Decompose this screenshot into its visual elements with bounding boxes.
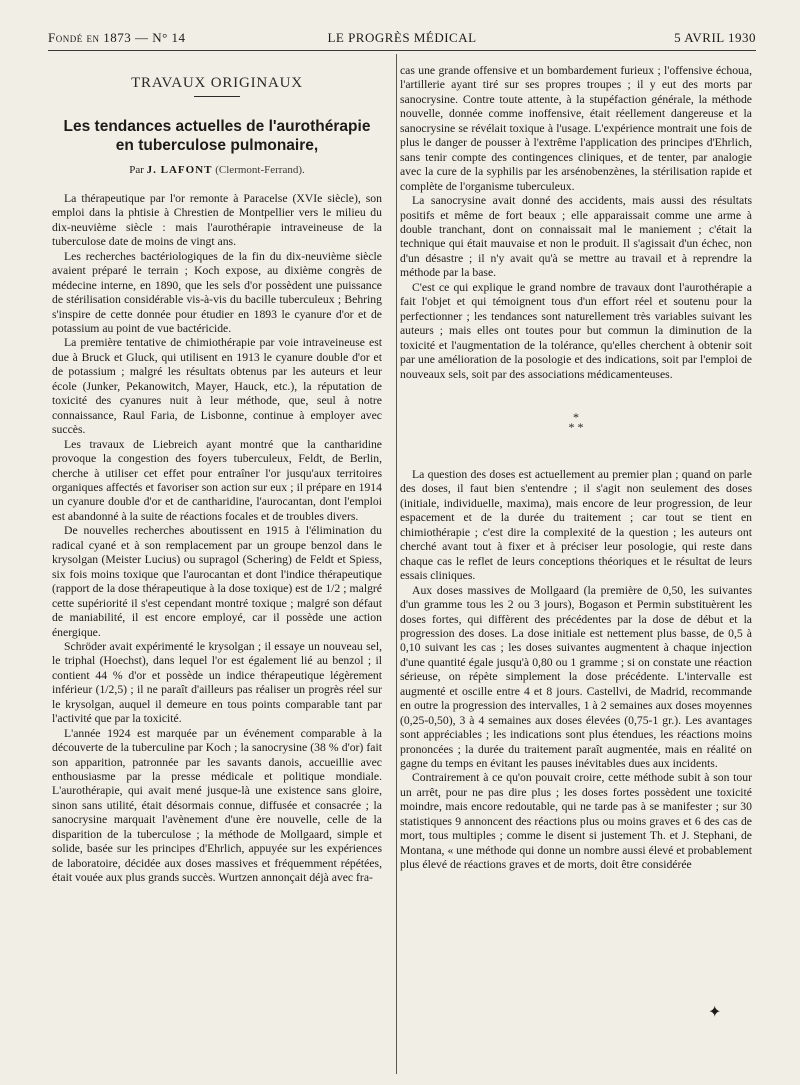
header-rule [48,50,756,51]
paragraph: La thérapeutique par l'or remonte à Paracelse (XVIe siècle), son emploi dans la phtisie à Chrestien de Montpellier vers le milieu du dix-neuvième siècle : mais l'aurothérapie intraveineuse de la tuberculose date de moins de vingt ans. [52,191,382,249]
asterism-star: * * [568,419,584,434]
asterism-star: * [573,409,579,424]
paragraph: Schröder avait expérimenté le krysolgan ; il essaye un nouveau sel, le triphal (Hoechst), dans lequel l'or est également lié au benzol ; il contient 44 % d'or et possède un indice thérapeutique légèrement inférieur (1/2,5) ; il ne paraît d'ailleurs pas réaliser un progrès réel sur le krysolgan, auquel il demeure en tous points comparable tant par l'activité que par la toxicité. [52,639,382,726]
byline [52,163,382,177]
article-title-line-1: Les tendances actuelles de l'aurothérapie [63,118,371,136]
paragraph: Les recherches bactériologiques de la fin du dix-neuvième siècle avaient préparé le terrain ; Koch expose, au dixième congrès de médecine interne, en 1890, que les sels d'or possèdent une puissance de stérilisation considérable vis-à-vis du bacille tuberculeux ; Behring s'inspire de cette donnée pour étudier en 1893 le cyanure d'or et de potassium au point de vue bactéricide. [52,249,382,335]
paragraph: La question des doses est actuellement au premier plan ; quand on parle des doses, il faut bien s'entendre ; il s'agit non seulement des doses (initiale, individuelle, maxima), mais encore de leur progression, de leur espacement et de la durée du traitement ; car tout se tient en chimiothérapie ; c'est dire la complexité de la question ; les auteurs ont cherché avant tout à fixer et à préciser leur posologie, qui reste dans chaque cas le reflet de leurs conceptions théoriques et le résultat de leurs essais cliniques. [400,467,752,583]
paragraph: La sanocrysine avait donné des accidents, mais aussi des résultats positifs et même de fort beaux ; elle apparaissait comme une arme à double tranchant, dont on connaissait mal le maniement ; c'était la technique qui était mauvaise et non le produit. Il s'agissait d'un échec, non d'un désastre ; il n'y avait qu'à se mettre au travail et à reprendre la méthode par la base. [400,194,752,280]
paragraph: C'est ce qui explique le grand nombre de travaux dont l'aurothérapie a fait l'objet et qui témoignent tous d'un effort réel et soutenu pour la perfectionner ; les tendances sont naturellement très variables suivant les auteurs ; mais elles ont toutes pour but commun la diminution de la toxicité et l'augmentation de la tolérance, qu'elles cherchent à obtenir soit par une amélioration de la posologie et des indications, soit par l'emploi de nouveaux sels, soit par des associations médicamenteuses. [400,280,752,381]
author-affiliation: (Clermont-Ferrand). [215,164,305,177]
header-date: 5 AVRIL 1930 [674,30,756,45]
paragraph: Les travaux de Liebreich ayant montré que la cantharidine provoque la congestion des foyers tuberculeux, Feldt, de Berlin, cherche à utiliser cet effet pour entraîner l'or jusqu'aux territoires organiques affectés et favoriser son action sur eux ; il prépare en 1914 un cyanure double d'or et de cantharidine, l'aurocantan, dont l'emploi est abandonné à la suite de réactions focales et de troubles divers. [52,437,382,523]
paragraph: La première tentative de chimiothérapie par voie intraveineuse est due à Bruck et Gluck, qui utilisent en 1913 le cyanure double d'or et de potassium ; malgré les résultats obtenus par les auteurs et leur école (Junker, Pekanowitch, Mayer, Hauck, etc.), la réputation de toxicité des cyanures nuit à leur méthode, que, seul à notre connaissance, Raul Faria, de Lisbonne, continue à employer avec succès. [52,336,382,437]
running-header [48,30,756,48]
article-title [52,117,382,155]
column-divider [396,54,397,1074]
byline-prefix: Par [129,164,144,177]
section-title-rule [194,96,240,97]
paragraph: cas une grande offensive et un bombardement furieux ; l'offensive échoua, l'artillerie ayant tiré sur ses propres troupes ; il y eut des morts par sanocrysine. Contre toute attente, à la stupéfaction générale, la méthode nouvelle, donnée comme inoffensive, était réellement dangereuse et la sanocrysine se révélait toxique à l'usage. L'expérience montrait une fois de plus le danger de pousser à l'extrême l'application des principes d'Ehrlich, sans tenir compte des contingences cliniques, et de tenter, par analogie avec la cure de la syphilis par les arsénobenzènes, la stérilisation rapide et complète de l'organisme tuberculeux. [400,64,752,193]
asterism-separator [400,409,752,434]
left-column [52,62,382,886]
paragraph: Aux doses massives de Mollgaard (la première de 0,50, les suivantes d'un gramme tous les 2 ou 3 jours), Bogason et Permin substituèrent les doses fortes, qui diffèrent des précédentes par la dose de début et la progression des doses. La dose initiale est nettement plus basse, de 0,5 à 0,10 suivant les cas ; les doses suivantes augmentent à chaque injection d'une quantité égale jusqu'à 0,80 ou 1 gramme ; si on constate une réaction sérieuse, on répète simplement la dose précédente. L'intervalle est augmenté et oscille entre 4 et 8 jours. Castellvi, de Madrid, recommande en outre la progression des intervalles, 1 à 2 semaines aux doses moyennes (0,25-0,50), 3 à 4 semaines aux doses élevées (0,75-1 gr.). Les avantages sont appréciables ; les indications sont plus étendues, les réactions moins prononcées ; la durée du traitement paraît augmentée, mais en réalité on gagne du temps en évitant les pauses inévitables dues aux incidents. [400,583,752,771]
paragraph: Contrairement à ce qu'on pouvait croire, cette méthode subit à son tour un arrêt, pour ne pas dire plus ; les doses fortes possèdent une toxicité moindre, mais encore redoutable, qui ne tarde pas à se manifester ; sur 30 statistiques 9 annoncent des réactions plus ou moins graves et 6 des cas de mort, tous multiples ; comme le disent si justement Th. et J. Stephani, de Montana, « une méthode qui donne un nombre aussi élevé et probablement plus élevé de réactions graves et de morts, doit être considérée [400,771,752,872]
article-title-line-2: en tuberculose pulmonaire, [115,137,319,155]
paragraph: L'année 1924 est marquée par un événement comparable à la découverte de la tuberculine par Koch ; la sanocrysine (38 % d'or) fait son apparition, patronnée par les savants danois, accueillie avec enthousiasme par la presse médicale et politique mondiale. L'aurothérapie, qui avait mené jusque-là une existence sans gloire, sinon sans utilité, était désormais connue, diffusée et consacrée ; la sanocrysine marquait l'avènement d'une ère nouvelle, celle de la disparition de la tuberculose ; la méthode de Mollgaard, simple et solide, basée sur les principes d'Ehrlich, appuyée sur les expériences de laboratoire, décidée aux doses massives et fréquemment répétées, était vouée aux plus grands succès. Wurtzen annonçait déjà avec fra- [52,726,382,885]
header-journal-title: LE PROGRÈS MÉDICAL [327,30,477,45]
right-column [400,64,752,873]
header-founded: Fondé en 1873 — N° 14 [48,30,186,45]
end-ornament: ✦ [708,1004,722,1021]
paragraph: De nouvelles recherches aboutissent en 1915 à l'élimination du radical cyané et à son remplacement par un groupe benzol dans le krysolgan (Meister Lucius) ou supragol (Schering) de Feldt et Spiess, six fois moins toxique que l'aurocantan et dont l'indice thérapeutique (rapport de la dose thérapeutique à la dose toxique) est de 1/2 ; malgré cette supériorité il s'est cependant montré toxique ; malgré son défaut de maniabilité, il est encore employé, car il possède une action énergique. [52,524,382,639]
section-title: TRAVAUX ORIGINAUX [131,75,303,91]
author-name: J. LAFONT [146,164,213,177]
